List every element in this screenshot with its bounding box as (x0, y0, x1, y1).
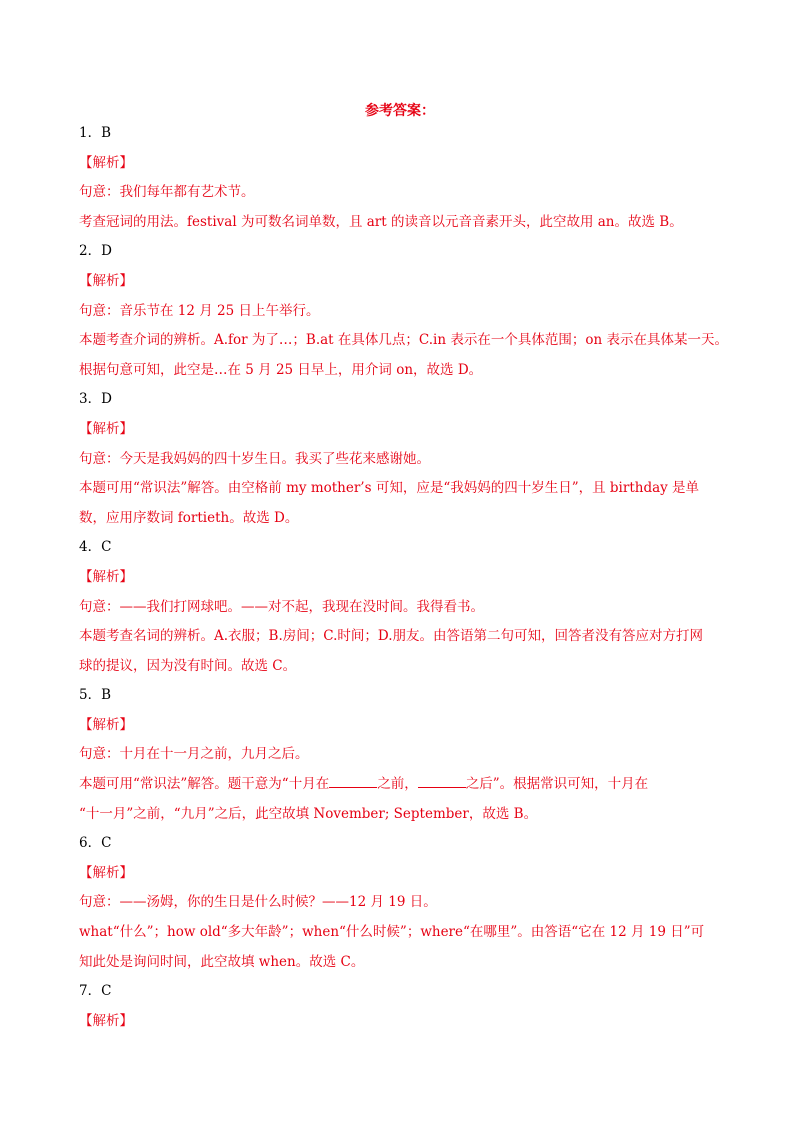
answer-content (79, 119, 728, 1036)
explanation-line (79, 770, 724, 800)
explanation-line: 句意：十月在十一月之前，九月之后。 (79, 746, 309, 763)
explanation-text: 之前， (377, 776, 418, 793)
explanation-line: 句意：我们每年都有艺术节。 (79, 184, 255, 201)
explanation-line: 句意：——我们打网球吧。——对不起，我现在没时间。我得看书。 (79, 598, 484, 615)
explanation-line: 本题考查名词的辨析。A.衣服；B.房间；C.时间；D.朋友。由答语第二句可知，回答者没有答应对方打网 (79, 628, 704, 645)
question-number: 1．B (79, 125, 112, 141)
analysis-label: 【解析】 (79, 420, 133, 437)
explanation-line: 根据句意可知，此空是…在 5 月 25 日早上，用介词 on，故选 D。 (79, 361, 483, 378)
explanation-line: 句意：今天是我妈妈的四十岁生日。我买了些花来感谢她。 (79, 450, 430, 467)
explanation-line: 考查冠词的用法。festival 为可数名词单数，且 art 的读音以元音音素开头，此空故用 an。故选 B。 (79, 213, 683, 230)
explanation-line: “十一月”之前，“九月”之后，此空故填 November; September，故选 B。 (79, 805, 538, 822)
analysis-label: 【解析】 (79, 1012, 133, 1029)
analysis-label: 【解析】 (79, 154, 133, 171)
explanation-line: what“什么”；how old“多大年龄”；when“什么时候”；where“在哪里”。由答语“它在 12 月 19 日”可 (79, 924, 705, 941)
fill-blank (418, 773, 466, 788)
explanation-text: 本题可用“常识法”解答。题干意为“十月在 (79, 776, 330, 793)
explanation-text: 之后”。根据常识可知，十月在 (465, 776, 649, 793)
analysis-label: 【解析】 (79, 272, 133, 289)
analysis-label: 【解析】 (79, 568, 133, 585)
question-number: 3．D (79, 391, 112, 408)
question-number: 6．C (79, 835, 112, 852)
analysis-label: 【解析】 (79, 716, 133, 733)
explanation-line: 球的提议，因为没有时间。故选 C。 (79, 657, 297, 674)
page-title: 参考答案： (365, 103, 435, 119)
fill-blank (329, 773, 377, 788)
explanation-line: 句意：音乐节在 12 月 25 日上午举行。 (79, 302, 320, 319)
explanation-line: 数，应用序数词 fortieth。故选 D。 (79, 509, 299, 526)
question-number: 2．D (79, 243, 112, 260)
explanation-line: 句意：——汤姆，你的生日是什么时候？——12 月 19 日。 (79, 894, 437, 911)
analysis-label: 【解析】 (79, 864, 133, 881)
question-number: 5．B (79, 687, 112, 704)
question-number: 4．C (79, 539, 112, 556)
explanation-line: 本题考查介词的辨析。A.for 为了…；B.at 在具体几点；C.in 表示在一个具体范围；on 表示在具体某一天。 (79, 332, 728, 349)
explanation-line: 知此处是询问时间，此空故填 when。故选 C。 (79, 953, 365, 970)
explanation-line: 本题可用“常识法”解答。由空格前 my mother’s 可知，应是“我妈妈的四十岁生日”，且 birthday 是单 (79, 480, 700, 497)
question-number: 7．C (79, 983, 112, 1000)
